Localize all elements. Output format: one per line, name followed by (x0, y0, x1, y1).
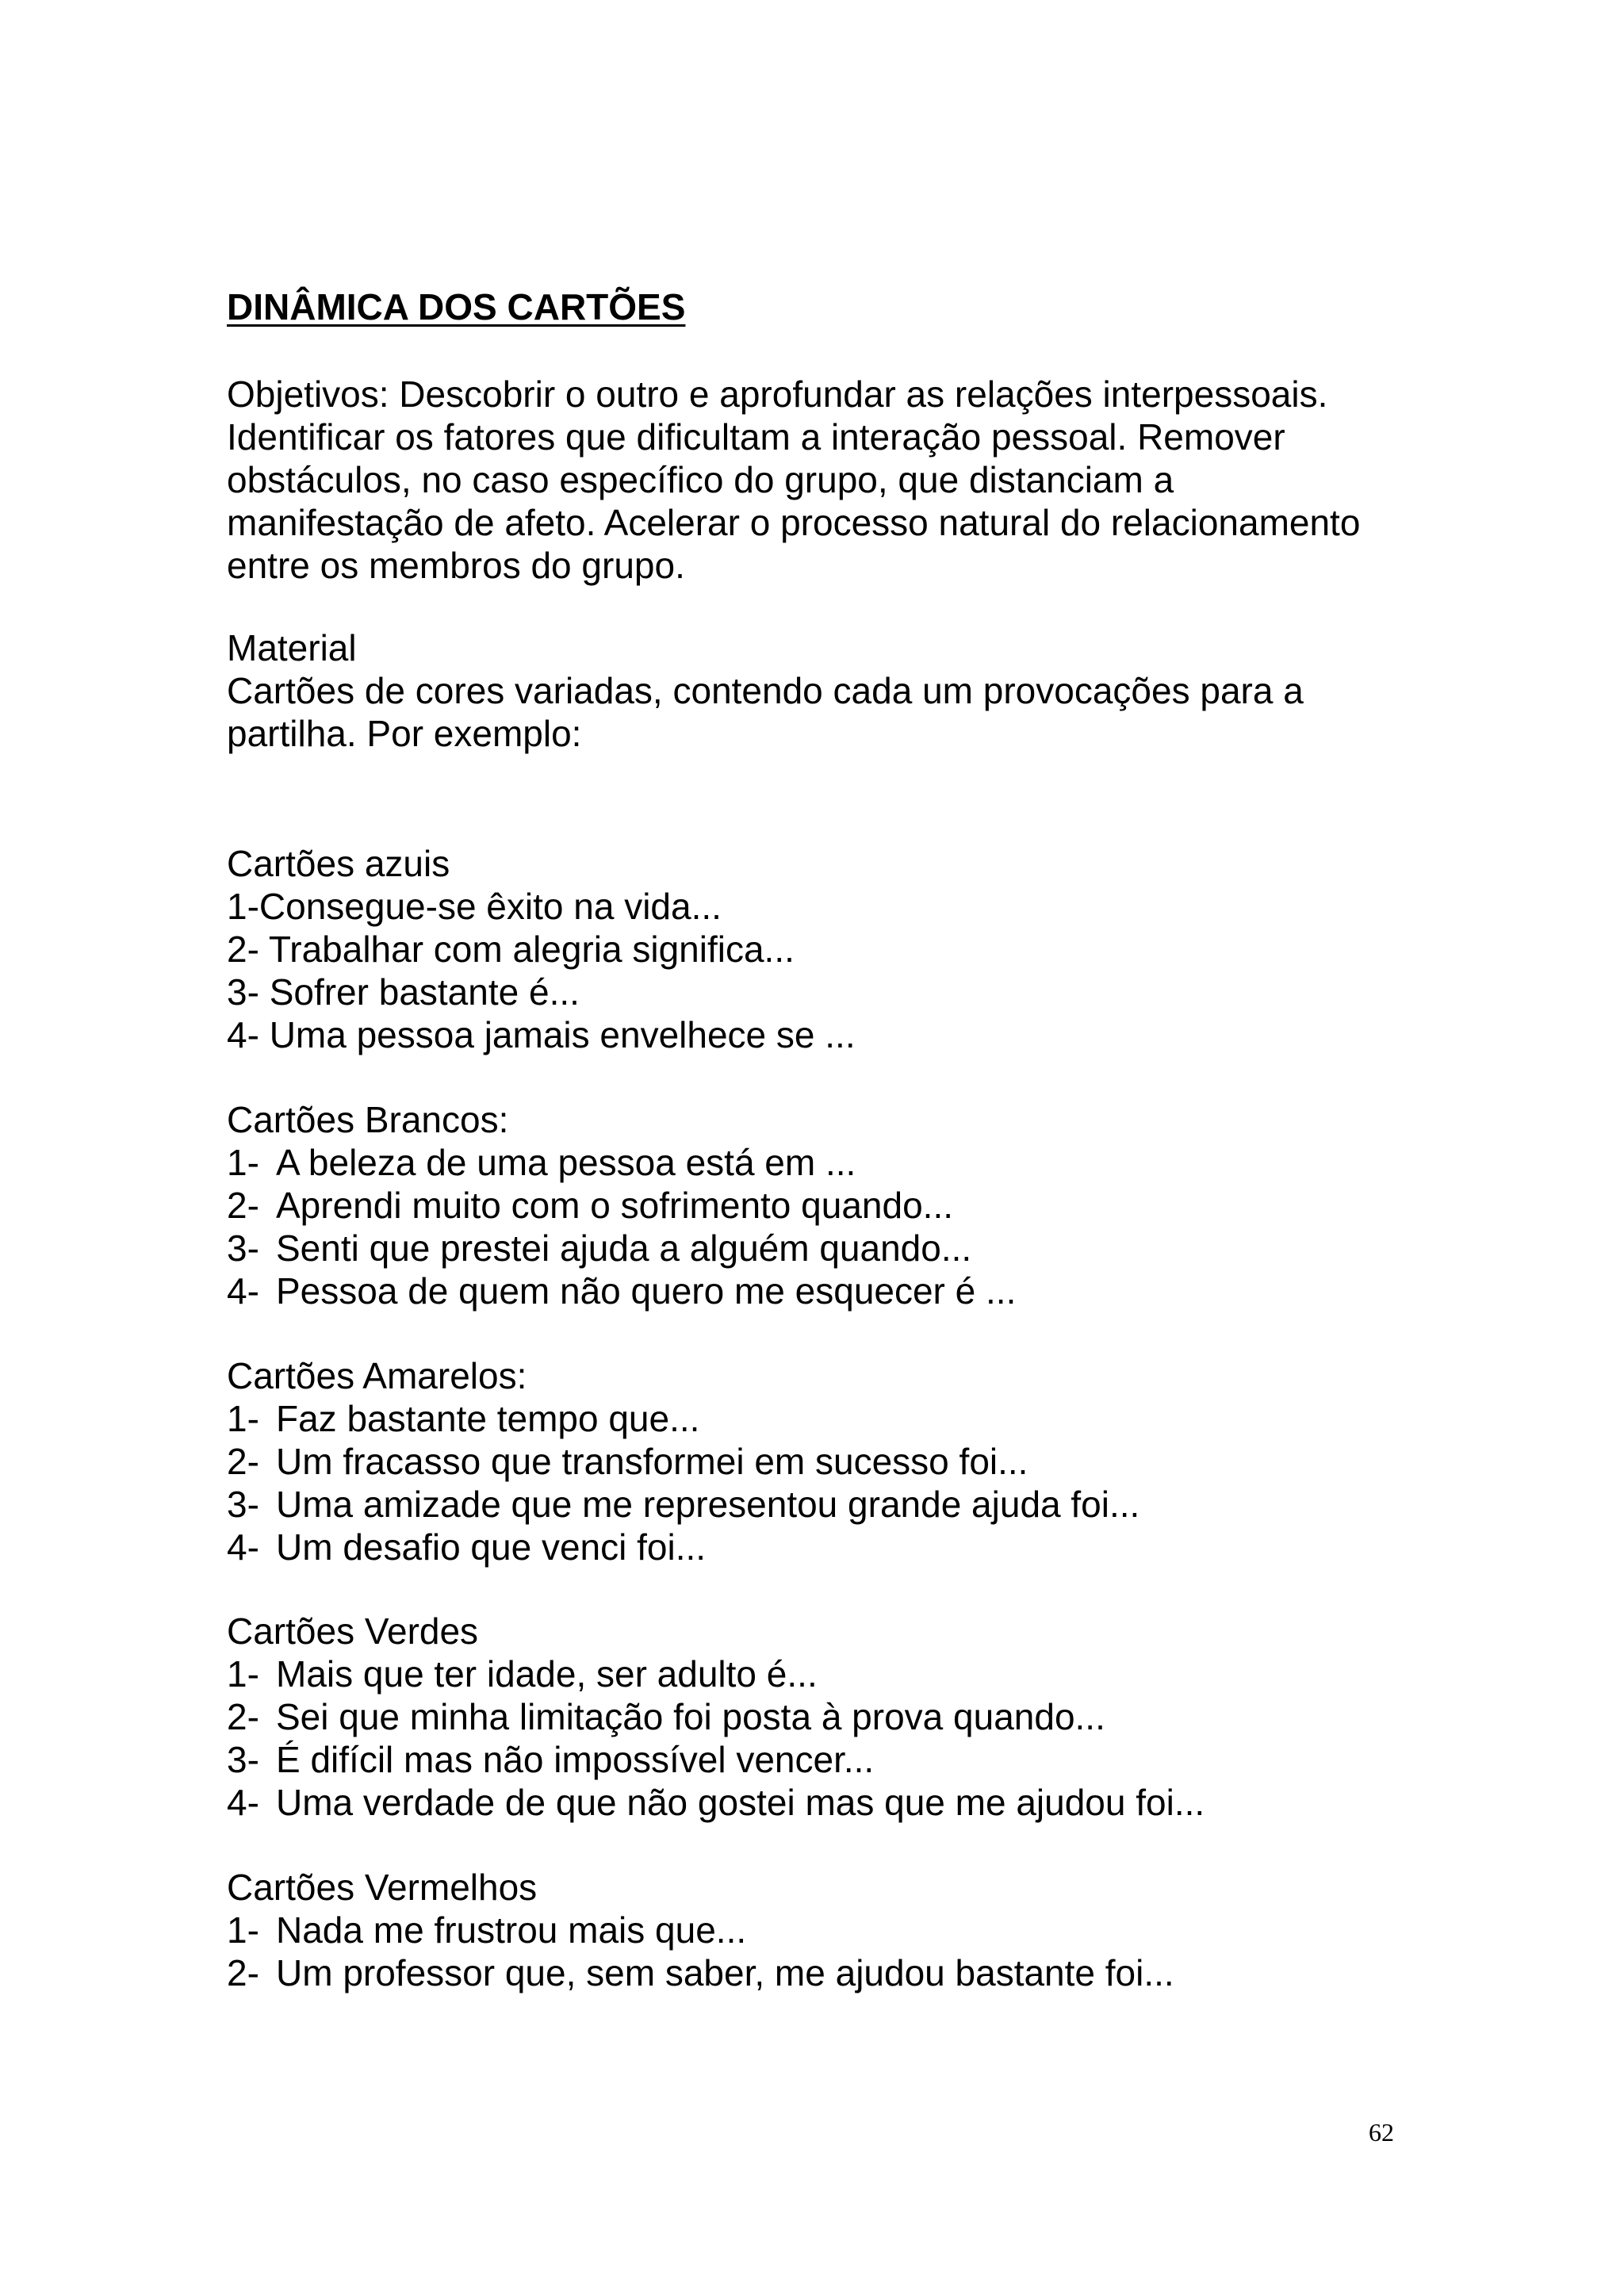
list-item (227, 1909, 1416, 1951)
item-number: 3- (227, 971, 259, 1013)
item-number: 3- (227, 1739, 259, 1780)
list-item (227, 1781, 1416, 1824)
item-number: 4- (227, 1014, 259, 1055)
item-text: Nada me frustrou mais que... (276, 1909, 747, 1951)
list-item (227, 971, 1416, 1013)
list-item (227, 1526, 1416, 1568)
list-item (227, 1184, 1416, 1227)
list-item (227, 885, 1416, 928)
card-group-white (227, 1098, 1416, 1312)
card-group-heading: Cartões Verdes (227, 1610, 479, 1652)
list-item (227, 1227, 1416, 1270)
page-number: 62 (1369, 2118, 1394, 2147)
list-item (227, 1483, 1416, 1526)
item-text: Um desafio que venci foi... (276, 1526, 707, 1568)
item-number: 2- (227, 929, 259, 970)
card-group-heading: Cartões azuis (227, 843, 450, 884)
document-title: DINÂMICA DOS CARTÕES (227, 286, 686, 327)
card-group-heading: Cartões Vermelhos (227, 1867, 538, 1908)
item-number: 2- (227, 1185, 259, 1226)
card-group-heading: Cartões Amarelos: (227, 1355, 527, 1396)
card-group-blue (227, 842, 1416, 1056)
list-item (227, 1951, 1416, 1994)
item-number: 4- (227, 1526, 259, 1568)
card-group-red (227, 1866, 1416, 1994)
item-number: 1- (227, 1398, 259, 1439)
list-item (227, 1653, 1416, 1695)
item-number: 1- (227, 886, 259, 927)
card-prompt-list (227, 885, 1416, 1056)
material-heading: Material (227, 627, 357, 668)
item-number: 1- (227, 1142, 259, 1183)
item-text: Trabalhar com alegria significa... (268, 929, 795, 970)
card-prompt-list (227, 1653, 1416, 1824)
card-prompt-list (227, 1909, 1416, 1994)
item-number: 2- (227, 1696, 259, 1737)
objectives-line: entre os membros do grupo. (227, 545, 685, 586)
item-text: Consegue-se êxito na vida... (259, 886, 722, 927)
item-number: 3- (227, 1227, 259, 1269)
item-text: Sofrer bastante é... (269, 971, 580, 1013)
item-text: É difícil mas não impossível vencer... (276, 1739, 875, 1780)
item-number: 1- (227, 1909, 259, 1951)
material-line: partilha. Por exemplo: (227, 713, 582, 754)
item-number: 4- (227, 1270, 259, 1312)
card-group-heading: Cartões Brancos: (227, 1099, 509, 1140)
list-item (227, 928, 1416, 971)
item-text: Pessoa de quem não quero me esquecer é ... (276, 1270, 1017, 1312)
objectives-line: manifestação de afeto. Acelerar o processo natural do relacionamento (227, 502, 1361, 543)
card-prompt-list (227, 1397, 1416, 1568)
item-text: Um fracasso que transformei em sucesso foi... (276, 1441, 1028, 1482)
list-item (227, 1013, 1416, 1056)
item-text: A beleza de uma pessoa está em ... (276, 1142, 856, 1183)
item-number: 2- (227, 1441, 259, 1482)
item-text: Um professor que, sem saber, me ajudou bastante foi... (276, 1952, 1174, 1993)
objectives-line: Objetivos: Descobrir o outro e aprofundar as relações interpessoais. (227, 373, 1328, 415)
card-prompt-list (227, 1141, 1416, 1312)
list-item (227, 1440, 1416, 1483)
objectives-line: obstáculos, no caso específico do grupo, que distanciam a (227, 459, 1174, 500)
item-text: Senti que prestei ajuda a alguém quando... (276, 1227, 972, 1269)
list-item (227, 1397, 1416, 1440)
material-section (227, 626, 1416, 755)
item-text: Aprendi muito com o sofrimento quando... (276, 1185, 954, 1226)
card-group-green (227, 1610, 1416, 1824)
item-text: Faz bastante tempo que... (276, 1398, 700, 1439)
item-text: Uma verdade de que não gostei mas que me ajudou foi... (276, 1782, 1205, 1823)
list-item (227, 1141, 1416, 1184)
material-line: Cartões de cores variadas, contendo cada um provocações para a (227, 670, 1304, 711)
card-group-yellow (227, 1354, 1416, 1568)
item-text: Uma amizade que me representou grande ajuda foi... (276, 1484, 1140, 1525)
list-item (227, 1270, 1416, 1312)
item-number: 4- (227, 1782, 259, 1823)
item-number: 1- (227, 1653, 259, 1695)
item-text: Uma pessoa jamais envelhece se ... (269, 1014, 856, 1055)
objectives-section (227, 373, 1416, 587)
list-item (227, 1738, 1416, 1781)
item-number: 3- (227, 1484, 259, 1525)
item-text: Sei que minha limitação foi posta à prova quando... (276, 1696, 1105, 1737)
item-text: Mais que ter idade, ser adulto é... (276, 1653, 818, 1695)
objectives-line: Identificar os fatores que dificultam a interação pessoal. Remover (227, 416, 1285, 458)
item-number: 2- (227, 1952, 259, 1993)
list-item (227, 1695, 1416, 1738)
